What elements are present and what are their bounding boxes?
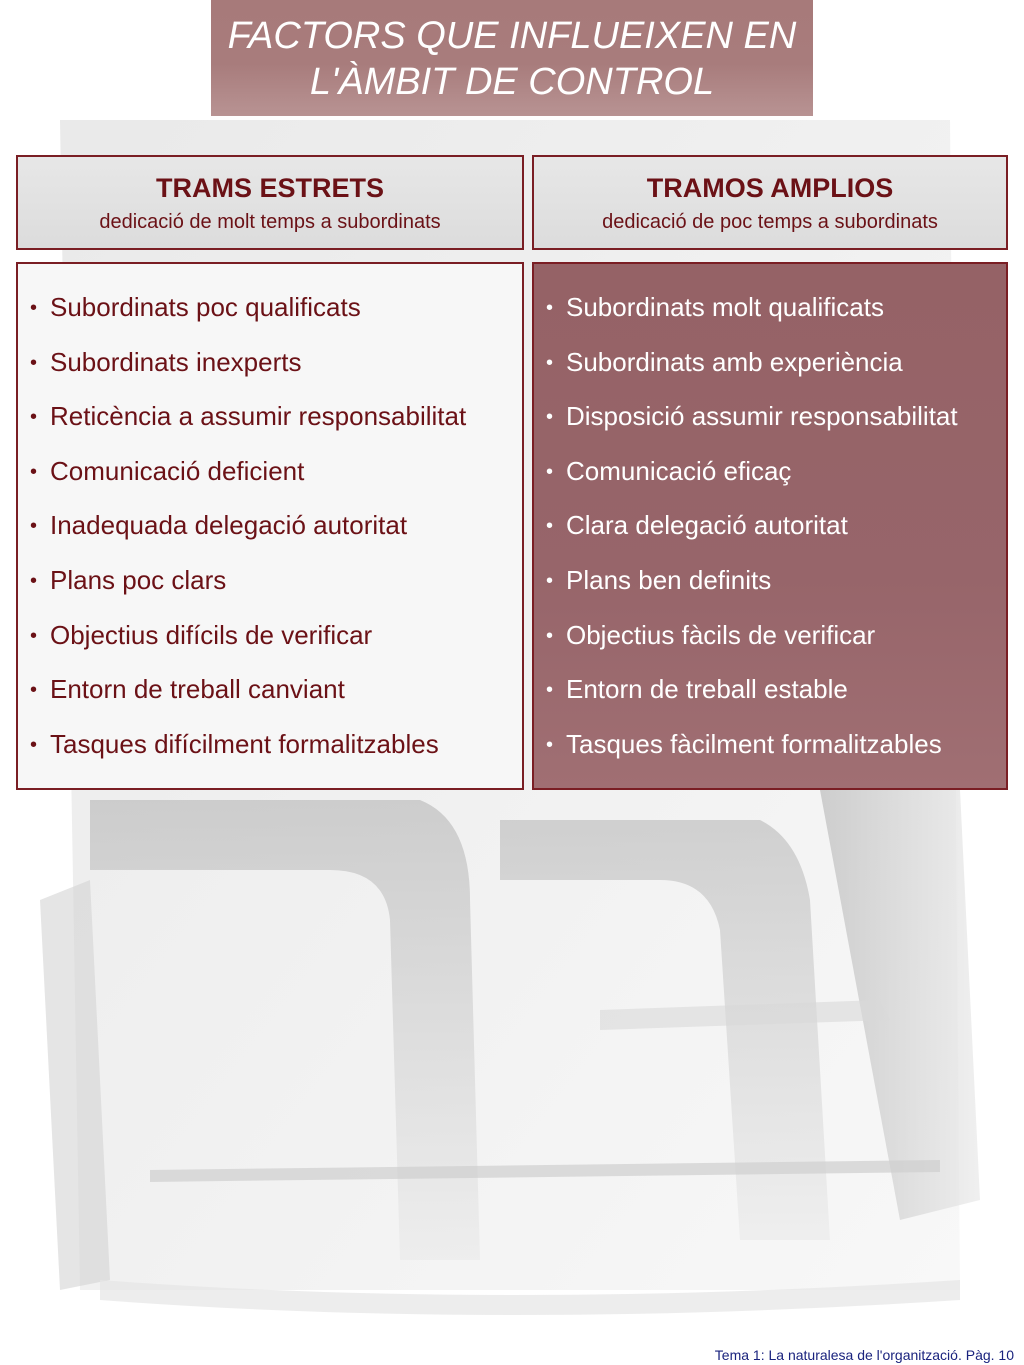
list-item: • Reticència a assumir responsabilitat [30,401,467,432]
bullet-icon: • [546,460,554,483]
bullet-icon: • [546,679,554,702]
left-column-header [16,155,524,250]
list-item: • Comunicació eficaç [546,455,792,486]
list-item: • Objectius fàcils de verificar [546,619,876,650]
right-column-subheading: dedicació de poc temps a subordinats [602,211,938,233]
left-column-heading: TRAMS ESTRETS [155,173,384,203]
list-item: • Plans poc clars [30,564,227,595]
list-item: • Objectius difícils de verificar [30,619,373,650]
page-title-line-1: FACTORS QUE INFLUEIXEN EN [227,15,797,57]
list-item: • Comunicació deficient [30,455,305,486]
right-column-header [532,155,1008,250]
bullet-icon: • [546,515,554,538]
list-item: • Plans ben definits [546,564,772,595]
page-title [211,0,813,116]
list-item: • Subordinats poc qualificats [30,292,361,322]
bullet-icon: • [546,351,554,374]
list-item: • Subordinats amb experiència [546,346,903,377]
bullet-icon: • [546,406,554,429]
bullet-icon: • [30,297,38,319]
list-item: • Tasques fàcilment formalitzables [546,728,942,759]
right-column-heading: TRAMOS AMPLIOS [646,173,894,203]
bullet-icon: • [546,624,554,647]
list-item: • Subordinats molt qualificats [546,292,884,322]
left-factors-panel [16,262,524,790]
bullet-icon: • [30,515,38,538]
list-item: • Entorn de treball estable [546,674,848,705]
right-factors-panel [532,262,1008,790]
list-item: • Clara delegació autoritat [546,510,848,541]
page-title-line-2: L'ÀMBIT DE CONTROL [309,61,715,103]
list-item: • Tasques difícilment formalitzables [30,728,439,759]
bullet-icon: • [546,297,554,319]
bullet-icon: • [30,351,38,374]
bullet-icon: • [30,624,38,647]
bullet-icon: • [30,460,38,483]
bullet-icon: • [30,679,38,702]
bullet-icon: • [546,569,554,592]
right-factors-list [534,292,1006,783]
left-column-subheading: dedicació de molt temps a subordinats [99,211,441,233]
page-footer: Tema 1: La naturalesa de l'organització. Pàg. 10 [714,1347,1014,1363]
bullet-icon: • [30,406,38,429]
bullet-icon: • [30,733,38,756]
bullet-icon: • [546,733,554,756]
list-item: • Entorn de treball canviant [30,674,345,705]
left-factors-list [18,292,522,783]
list-item: • Subordinats inexperts [30,346,302,377]
bullet-icon: • [30,569,38,592]
list-item: • Disposició assumir responsabilitat [546,401,958,432]
list-item: • Inadequada delegació autoritat [30,510,408,541]
